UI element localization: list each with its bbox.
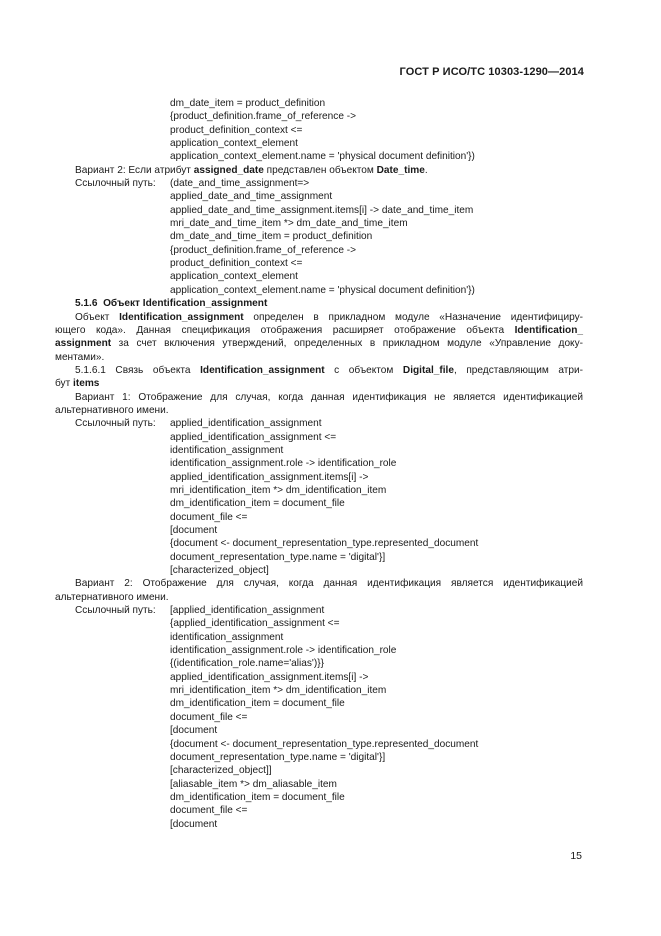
mapping-line: mri_identification_item *> dm_identification_item bbox=[170, 484, 387, 496]
mapping-line: dm_date_and_time_item = product_definition bbox=[170, 231, 373, 243]
mapping-line: identification_assignment.role -> identification_role bbox=[170, 645, 397, 657]
mapping-line: dm_identification_item = document_file bbox=[170, 498, 345, 510]
mapping-line: mri_identification_item *> dm_identification_item bbox=[170, 685, 387, 697]
mapping-line: mri_date_and_time_item *> dm_date_and_time_item bbox=[170, 218, 408, 230]
paragraph-5161: 5.1.6.1 Связь объекта Identification_assignment с объектом Digital_file, представляющим атри- бут items bbox=[55, 364, 583, 390]
mapping-line: identification_assignment bbox=[170, 444, 284, 456]
mapping-line: {document <- document_representation_type.represented_document bbox=[170, 738, 479, 750]
mapping-line: [document bbox=[170, 725, 218, 737]
mapping-line: [aliasable_item *> dm_aliasable_item bbox=[170, 778, 337, 790]
reference-path-row: Ссылочный путь: (date_and_time_assignment=> bbox=[75, 178, 310, 190]
mapping-line: document_representation_type.name = 'digital'}] bbox=[170, 751, 386, 763]
mapping-line: [characterized_object] bbox=[170, 565, 269, 577]
mapping-line: {applied_identification_assignment <= bbox=[170, 618, 340, 630]
mapping-line: document_file <= bbox=[170, 711, 248, 723]
reference-path-label: Ссылочный путь: bbox=[75, 178, 156, 190]
mapping-line: {document <- document_representation_type.represented_document bbox=[170, 538, 479, 550]
mapping-line: {product_definition.frame_of_reference -> bbox=[170, 244, 357, 256]
mapping-line: identification_assignment bbox=[170, 631, 284, 643]
mapping-line: applied_date_and_time_assignment.items[i] -> date_and_time_item bbox=[170, 204, 474, 216]
mapping-line: [document bbox=[170, 818, 218, 830]
mapping-line: product_definition_context <= bbox=[170, 258, 303, 270]
mapping-line: document_file <= bbox=[170, 805, 248, 817]
variant-1-description: Вариант 1: Отображение для случая, когда данная идентификация не является идентификацией альтернативного имени. bbox=[55, 391, 583, 416]
page-number: 15 bbox=[570, 850, 582, 862]
mapping-line: applied_identification_assignment.items[i] -> bbox=[170, 471, 369, 483]
mapping-line: product_definition_context <= bbox=[170, 124, 303, 136]
document-header: ГОСТ Р ИСО/ТС 10303-1290—2014 bbox=[399, 66, 584, 78]
mapping-line: [characterized_object]] bbox=[170, 765, 272, 777]
entity-name: Date_time bbox=[376, 164, 425, 176]
mapping-line: identification_assignment.role -> identification_role bbox=[170, 458, 397, 470]
page-content bbox=[55, 97, 583, 831]
mapping-line: applied_identification_assignment <= bbox=[170, 431, 337, 443]
mapping-line: dm_identification_item = document_file bbox=[170, 698, 345, 710]
variant-2-description: Вариант 2: Отображение для случая, когда данная идентификация является идентификацией альтернативного имени. bbox=[55, 578, 583, 603]
mapping-line: application_context_element bbox=[170, 138, 298, 150]
mapping-line: dm_date_item = product_definition bbox=[170, 98, 326, 109]
mapping-line: application_context_element bbox=[170, 271, 298, 283]
mapping-line: application_context_element.name = 'physical document definition'}) bbox=[170, 151, 475, 163]
mapping-line: {(identification_role.name='alias')}} bbox=[170, 658, 324, 670]
variant-2-intro: Вариант 2: Если атрибут assigned_date представлен объектом Date_time. bbox=[75, 164, 428, 176]
mapping-line: dm_identification_item = document_file bbox=[170, 791, 345, 803]
mapping-block-d bbox=[75, 617, 583, 831]
attribute-name: assigned_date bbox=[193, 164, 264, 176]
mapping-line: applied_date_and_time_assignment bbox=[170, 191, 333, 203]
mapping-block-a bbox=[75, 97, 583, 164]
mapping-line: document_file <= bbox=[170, 511, 248, 523]
mapping-line: {product_definition.frame_of_reference -> bbox=[170, 111, 357, 123]
mapping-block-c bbox=[75, 431, 583, 578]
paragraph-516: Объект Identification_assignment определен в прикладном модуле «Назначение идентифициру- ющего кода». Данная спецификация отображения расширяет отображение объекта Identification_ assignment за счет включения утверждений, определенных в прикладном модуле «Управление доку- ментами». bbox=[55, 311, 583, 363]
reference-path-row: Ссылочный путь: applied_identification_assignment bbox=[75, 418, 322, 430]
mapping-line: applied_identification_assignment.items[i] -> bbox=[170, 671, 369, 683]
mapping-line: document_representation_type.name = 'digital'}] bbox=[170, 551, 386, 563]
mapping-block-b bbox=[75, 190, 583, 297]
mapping-line: [document bbox=[170, 525, 218, 536]
reference-path-row: Ссылочный путь: [applied_identification_assignment bbox=[75, 605, 325, 617]
mapping-line: application_context_element.name = 'physical document definition'}) bbox=[170, 284, 475, 296]
section-heading-516: 5.1.6 Объект Identification_assignment bbox=[75, 298, 268, 310]
